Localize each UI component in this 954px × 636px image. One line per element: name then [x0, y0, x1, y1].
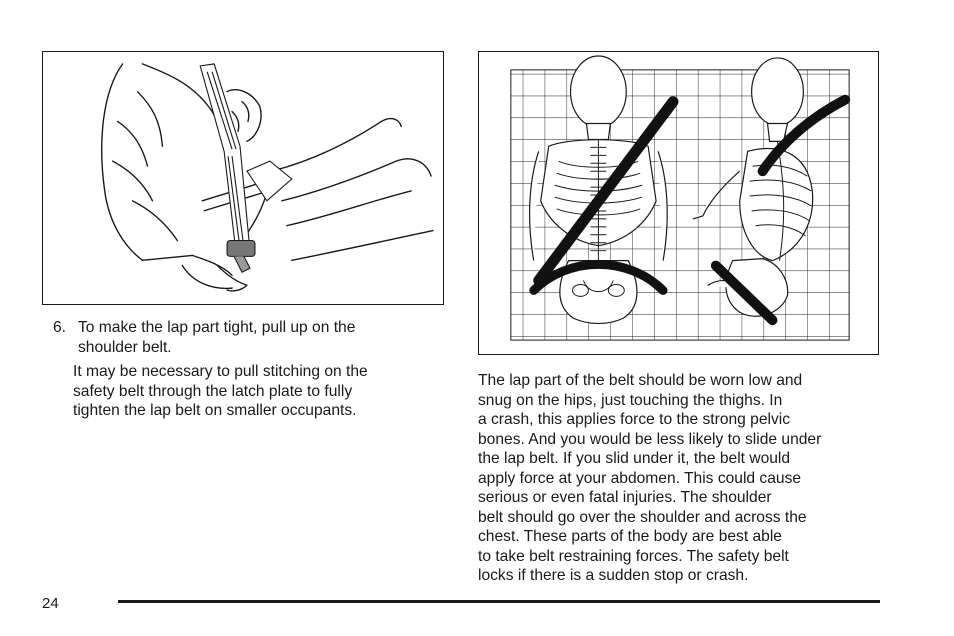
belt-position-skeleton-illustration	[478, 51, 879, 355]
page-number: 24	[42, 595, 59, 612]
step-6-note: It may be necessary to pull stitching on the safety belt through the latch plate to fully tighten the lap belt on smaller occupants.	[73, 363, 368, 419]
step-6-line-1: To make the lap part tight, pull up on the	[78, 319, 356, 336]
step-number: 6.	[53, 319, 67, 336]
step-6-line-2: shoulder belt.	[78, 338, 172, 356]
lap-belt-tightening-drawing	[43, 52, 443, 304]
belt-position-skeleton-drawing	[479, 52, 878, 354]
lap-belt-explanation: The lap part of the belt should be worn low and snug on the hips, just touching the thighs. In a crash, this applies force to the strong pelvic bones. And you would be less likely to slide under the lap belt. If you slid under it, the belt would apply force at your abdomen. This could cause serious or even fatal injuries. The shoulder belt should go over the shoulder and across the chest. These parts of the body are best able to take belt restraining forces. The safety belt locks if there is a sudden stop or crash.	[478, 372, 822, 584]
step-6-instruction	[53, 318, 433, 357]
footer-rule	[118, 600, 880, 603]
lap-belt-tightening-illustration	[42, 51, 444, 305]
